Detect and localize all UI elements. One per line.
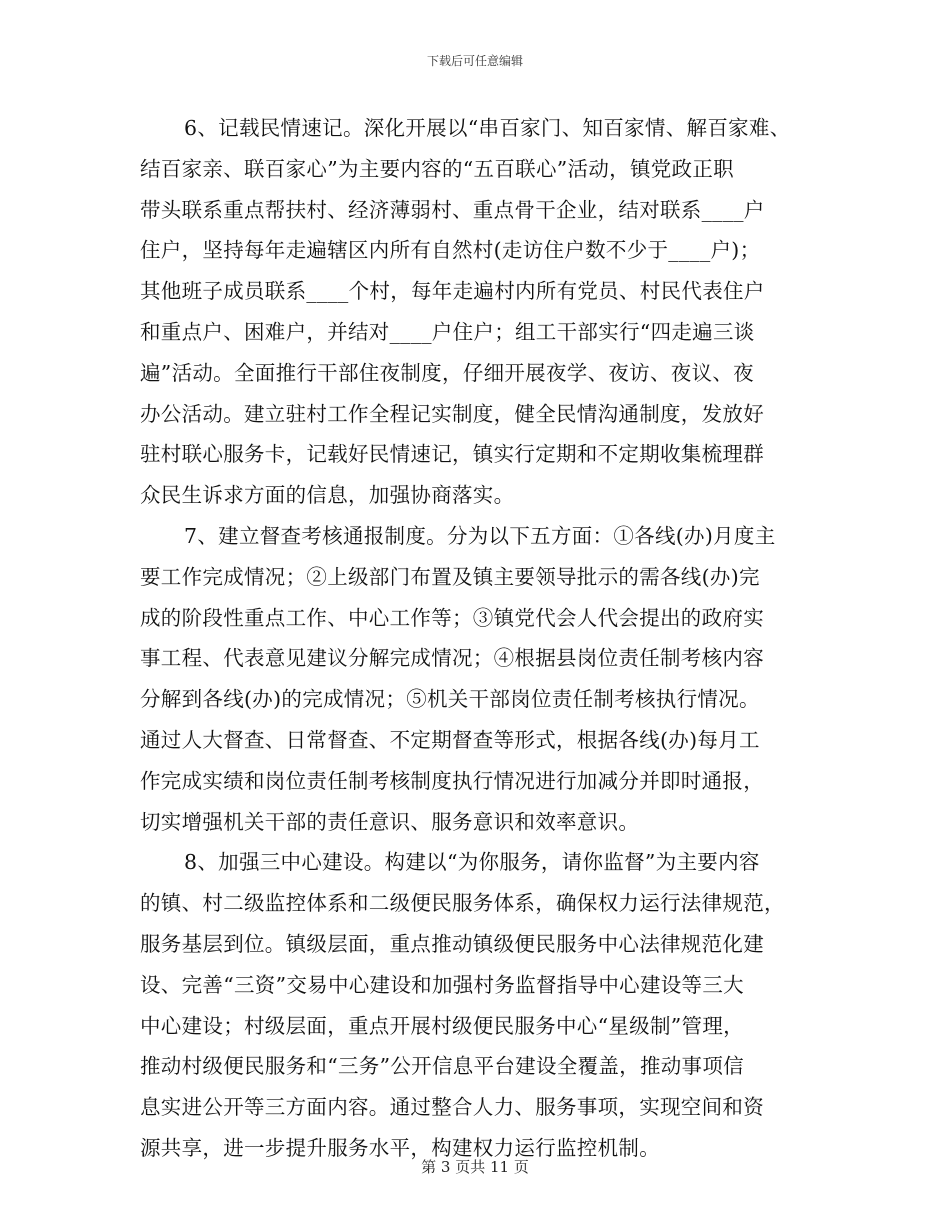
text-line: 众民生诉求方面的信息，加强协商落实。 [140,483,515,508]
text-line: 中心建设；村级层面，重点开展村级便民服务中心“星级制”管理， [140,1013,744,1038]
text-line: 作完成实绩和岗位责任制考核制度执行情况进行加减分并即时通报， [140,768,764,793]
text-line: 驻村联心服务卡，记载好民情速记，镇实行定期和不定期收集梳理群 [140,442,764,467]
page-header: 下载后可任意编辑 [426,54,523,68]
text-line: 息实进公开等三方面内容。通过整合人力、服务事项，实现空间和资 [140,1095,764,1120]
text-line: 服务基层到位。镇级层面，重点推动镇级便民服务中心法律规范化建 [140,931,764,956]
text-line: 要工作完成情况；②上级部门布置及镇主要领导批示的需各线(办)完 [140,564,760,589]
text-line: 成的阶段性重点工作、中心工作等；③镇党代会人代会提出的政府实 [140,605,764,630]
text-line: 8、加强三中心建设。构建以“为你服务，请你监督”为主要内容 [184,850,760,875]
text-line: 事工程、代表意见建议分解完成情况；④根据县岗位责任制考核内容 [140,646,764,671]
paragraph-item-7 [140,516,820,842]
text-line: 住户，坚持每年走遍辖区内所有自然村(走访住户数不少于____户)； [140,238,761,263]
text-line: 办公活动。建立驻村工作全程记实制度，健全民情沟通制度，发放好 [140,401,764,426]
document-body [140,108,820,1169]
paragraph-item-8 [140,842,820,1168]
text-line: 切实增强机关干部的责任意识、服务意识和效率意识。 [140,809,640,834]
text-line: 7、建立督查考核通报制度。分为以下五方面：①各线(办)月度主 [184,523,776,548]
text-line: 6、记载民情速记。深化开展以“串百家门、知百家情、解百家难、 [184,116,791,140]
text-line: 和重点户、困难户，并结对____户住户；组工干部实行“四走遍三谈 [140,319,755,344]
text-line: 设、完善“三资”交易中心建设和加强村务监督指导中心建设等三大 [140,972,744,997]
text-line: 其他班子成员联系____个村，每年走遍村内所有党员、村民代表住户 [140,279,765,304]
text-line: 的镇、村二级监控体系和二级便民服务体系，确保权力运行法律规范， [140,891,785,916]
text-line: 结百家亲、联百家心”为主要内容的“五百联心”活动，镇党政正职 [140,156,734,181]
text-line: 推动村级便民服务和“三务”公开信息平台建设全覆盖，推动事项信 [140,1054,744,1079]
text-line: 通过人大督查、日常督查、不定期督查等形式，根据各线(办)每月工 [140,727,760,752]
paragraph-item-6 [140,108,820,516]
page-number-footer: 第 3 页共 11 页 [421,1158,529,1176]
text-line: 分解到各线(办)的完成情况；⑤机关干部岗位责任制考核执行情况。 [140,687,760,712]
text-line: 带头联系重点帮扶村、经济薄弱村、重点骨干企业，结对联系____户 [140,197,765,222]
text-line: 源共享，进一步提升服务水平，构建权力运行监控机制。 [140,1135,660,1160]
text-line: 遍”活动。全面推行干部住夜制度，仔细开展夜学、夜访、夜议、夜 [140,360,754,385]
